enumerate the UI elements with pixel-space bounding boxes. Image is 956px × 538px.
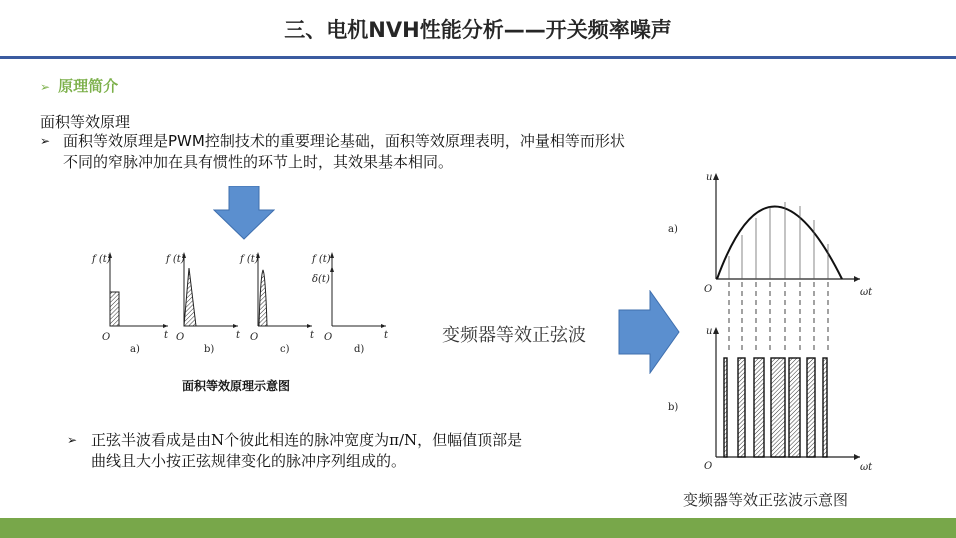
axis-label-wt: ωt [860, 287, 873, 298]
down-arrow-icon [213, 186, 275, 240]
panel-label: d) [354, 344, 365, 355]
panel-b [165, 252, 241, 355]
dashed-connectors [729, 282, 828, 354]
pwm-sine-figure [660, 168, 880, 478]
axis-label-f: f (t) [312, 254, 331, 265]
origin-label: O [102, 332, 111, 343]
bullet-area-principle [40, 131, 740, 173]
section-heading-text: 原理简介 [58, 77, 119, 95]
origin-label: O [704, 461, 713, 472]
axis-label-t: t [384, 330, 389, 341]
panel-label: a) [130, 344, 140, 355]
axis-label-u: u [706, 326, 713, 337]
axis-label-wt: ωt [860, 462, 873, 473]
origin-label: O [704, 284, 713, 295]
bullet-line: 正弦半波看成是由N个彼此相连的脉冲宽度为π/N，但幅值顶部是 [91, 431, 523, 449]
slide-title: 三、电机NVH性能分析——开关频率噪声 [284, 18, 672, 42]
subtitle: 面积等效原理 [40, 113, 131, 131]
figure-caption-area: 面积等效原理示意图 [182, 379, 291, 393]
panel-a [91, 252, 169, 355]
panel-label: a) [668, 224, 678, 235]
panel-c [239, 252, 315, 355]
bullet-line: 曲线且大小按正弦规律变化的脉冲序列组成的。 [91, 452, 407, 470]
panel-label: b) [204, 344, 215, 355]
origin-label: O [324, 332, 333, 343]
axis-label-f: f (t) [92, 254, 111, 265]
axis-label-t: t [310, 330, 315, 341]
panel-d [311, 252, 389, 355]
figure-caption-pwm: 变频器等效正弦波示意图 [683, 491, 849, 509]
panel-b-pwm [668, 326, 873, 473]
arrow-bullet-icon: ➢ [40, 134, 51, 148]
origin-label: O [176, 332, 185, 343]
axis-label-delta: δ(t) [312, 274, 330, 285]
panel-label: c) [280, 344, 290, 355]
footer-bar [0, 518, 956, 538]
section-heading [40, 75, 118, 96]
axis-label-f: f (t) [166, 254, 185, 265]
area-equivalence-figure [88, 248, 398, 360]
title-divider [0, 56, 956, 59]
origin-label: O [250, 332, 259, 343]
panel-label: b) [668, 402, 679, 413]
panel-a-sine [668, 172, 873, 298]
equivalent-sine-label: 变频器等效正弦波 [442, 325, 586, 346]
axis-label-f: f (t) [240, 254, 259, 265]
arrow-bullet-icon: ➢ [67, 433, 78, 447]
axis-label-u: u [706, 172, 713, 183]
bullet-line: 不同的窄脉冲加在具有惯性的环节上时，其效果基本相同。 [63, 153, 454, 171]
axis-label-t: t [164, 330, 169, 341]
bullet-sine-halfwave [67, 430, 627, 472]
bullet-line: 面积等效原理是PWM控制技术的重要理论基础，面积等效原理表明，冲量相等而形状 [63, 132, 625, 150]
axis-label-t: t [236, 330, 241, 341]
arrow-bullet-icon: ➢ [40, 80, 51, 94]
